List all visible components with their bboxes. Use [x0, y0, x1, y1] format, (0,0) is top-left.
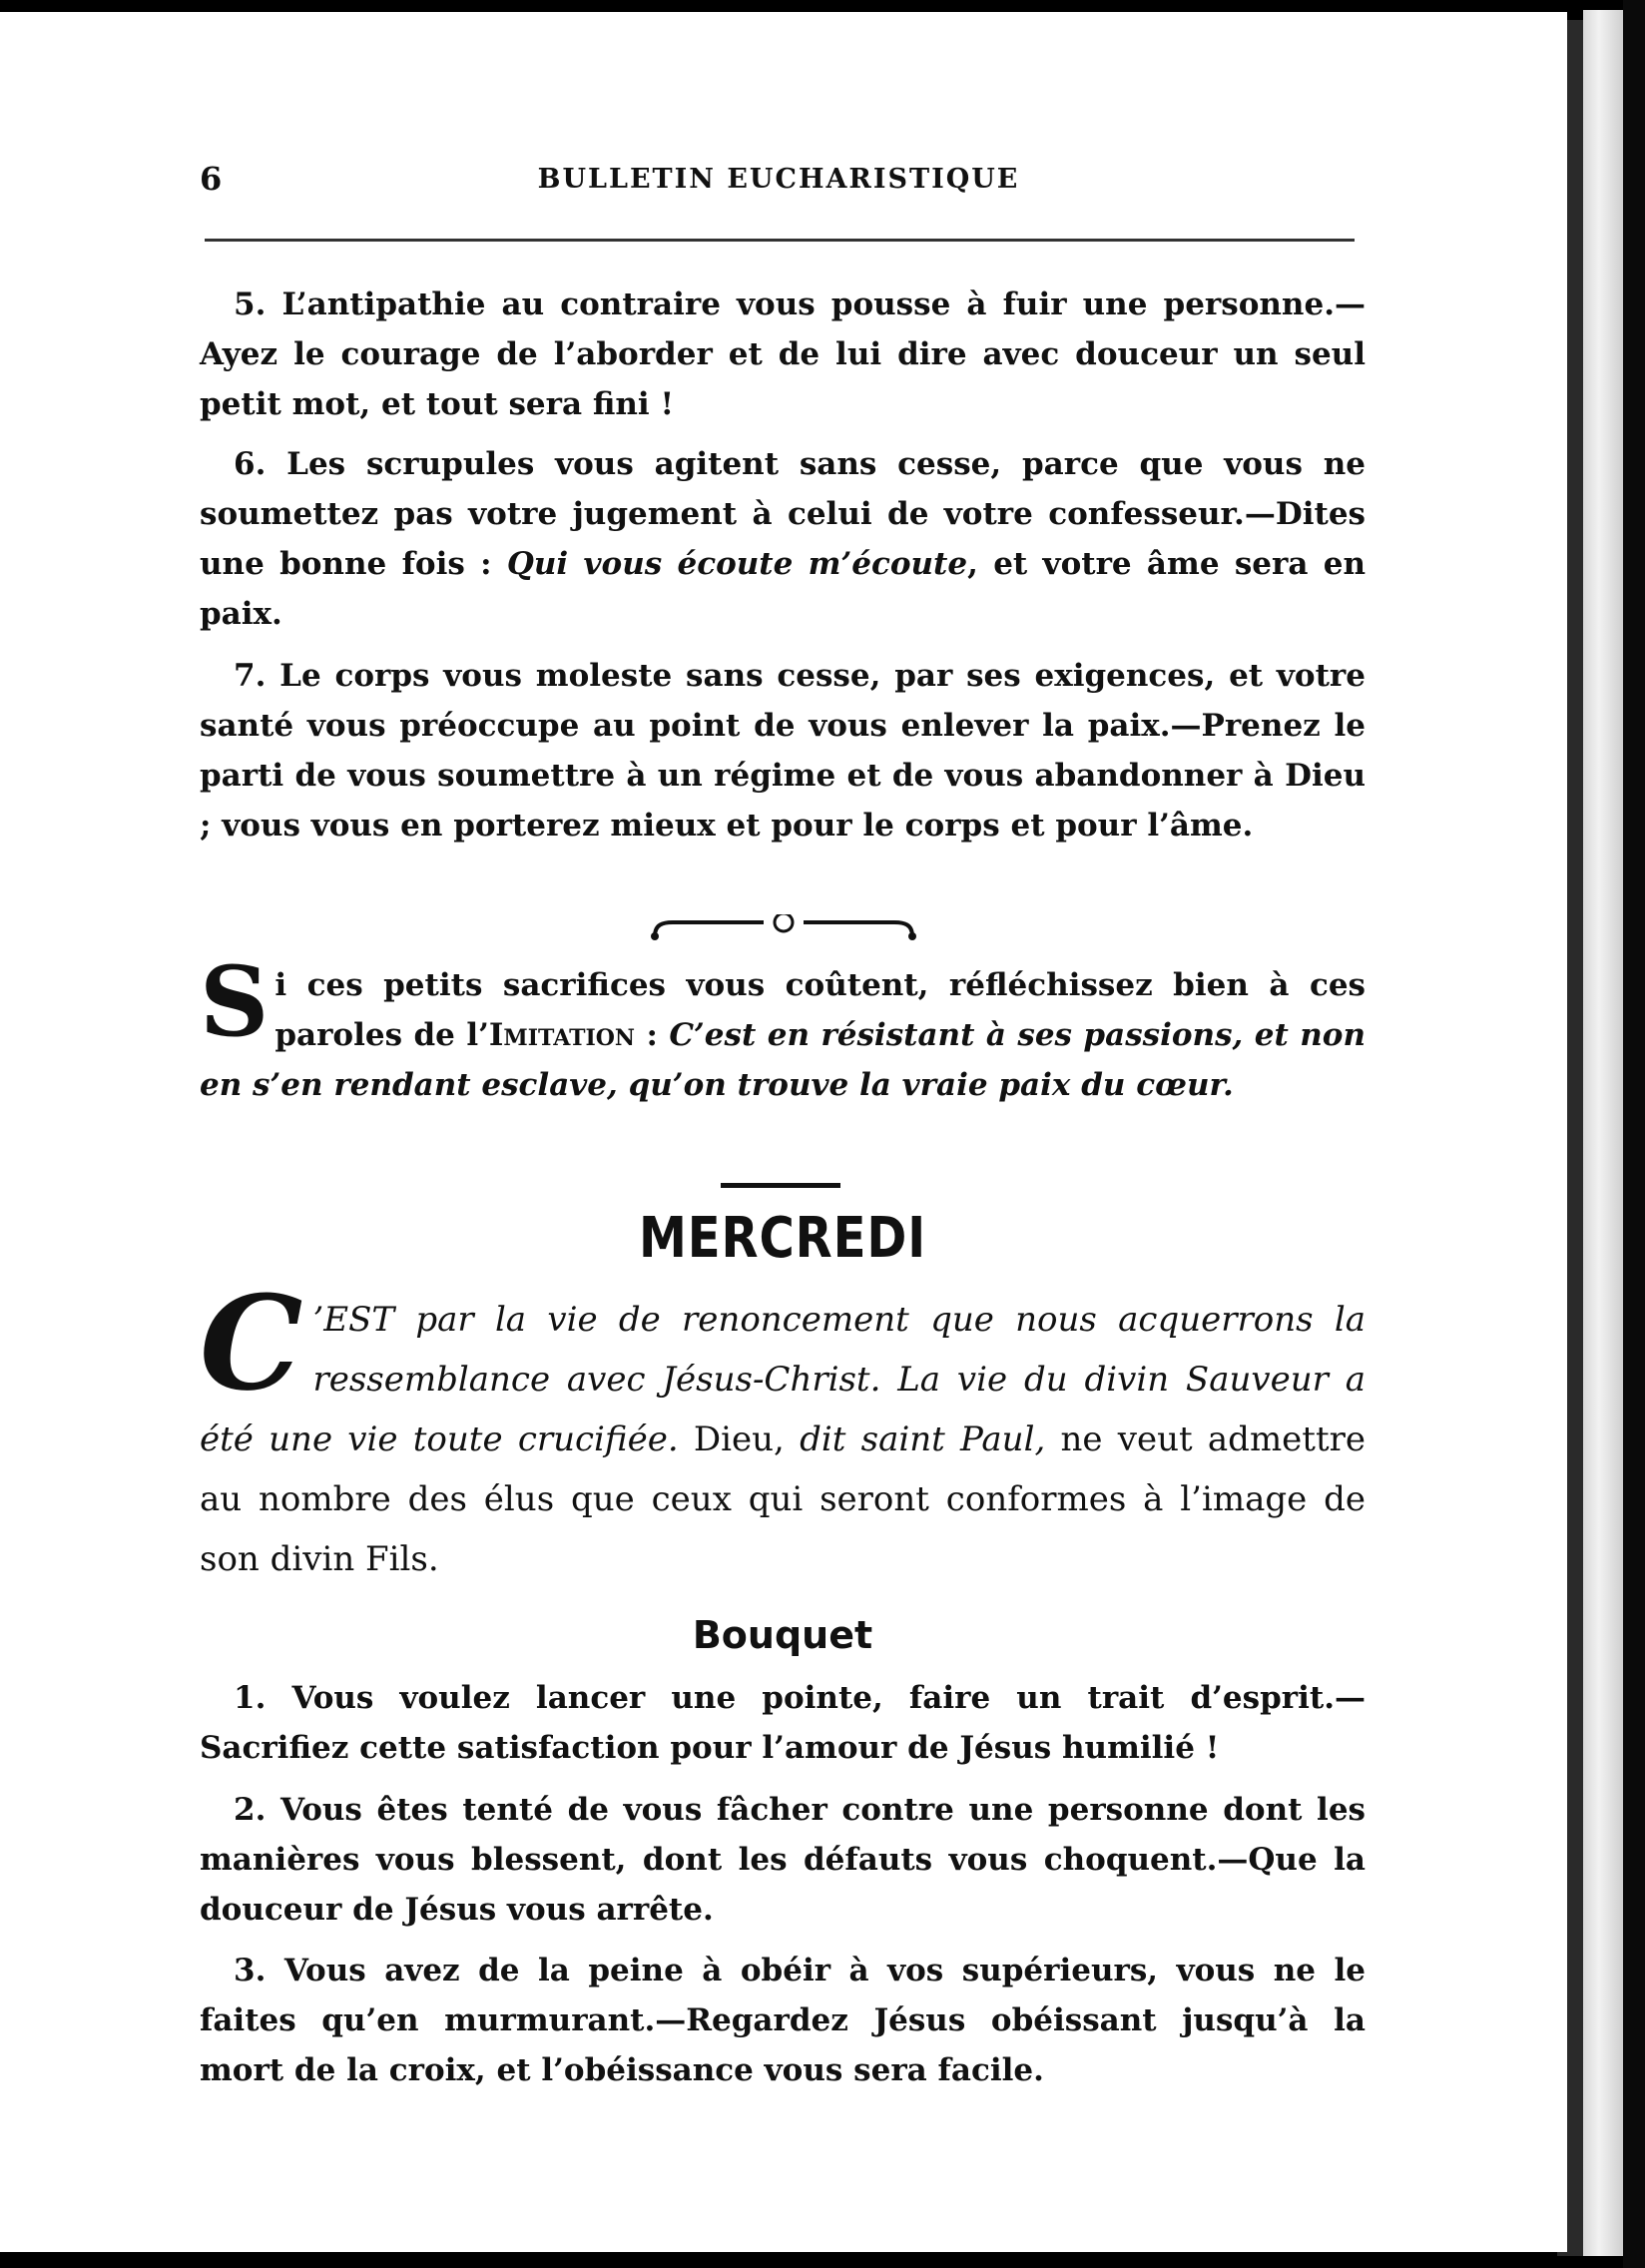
page-number: 6 [200, 160, 223, 198]
mercredi-intro [200, 1267, 1367, 1589]
imitation-colon: : [635, 1017, 670, 1053]
intro-italic-1: ’EST par la vie de renoncement que nous acquerrons la ressemblance avec Jésus-Christ. La vie du divin Sauveur a été une vie toute crucifiée. [200, 1300, 1366, 1459]
ornament-divider [649, 914, 918, 944]
paragraph-6-quote: Qui vous écoute m’écoute [506, 546, 968, 582]
bouquet-heading: Bouquet [692, 1613, 873, 1657]
imitation-dropcap: S [200, 945, 270, 1058]
bouquet-item-3: 3. Vous avez de la peine à obéir à vos supérieurs, vous ne le faites qu’en murmurant.—Regardez Jésus obéissant jusqu’à la mort de la croix, et l’obéissance vous sera facile. [200, 1953, 1366, 2088]
bouquet-item-2: 2. Vous êtes tenté de vous fâcher contre une personne dont les manières vous blessent, dont les défauts vous choquent.—Que la douceur de Jésus vous arrête. [200, 1792, 1366, 1928]
imitation-book-title: Imitation [488, 1017, 636, 1053]
imitation-paragraph [200, 945, 1366, 1110]
paragraph-6 [200, 439, 1366, 639]
scan-border-right [1623, 0, 1645, 2268]
imitation-lead: i ces petits sacrifices vous coûtent, réfléchissez bien à ces paroles de l’ [274, 967, 1366, 1053]
header-rule [205, 239, 1355, 242]
book-binding-edge [1583, 10, 1623, 2256]
running-title: BULLETIN EUCHARISTIQUE [537, 164, 1020, 195]
paragraph-5: 5. L’antipathie au contraire vous pousse à fuir une personne.—Ayez le courage de l’aborder et de lui dire avec douceur un seul petit mot, et tout sera fini ! [200, 286, 1366, 422]
book-page [0, 12, 1567, 2252]
intro-plain-1: Dieu, [678, 1419, 801, 1459]
paragraph-6-end: , et votre âme sera en paix. [200, 546, 1367, 632]
paragraph-7: 7. Le corps vous moleste sans cesse, par ses exigences, et votre santé vous préoccupe au point de vous enlever la paix.—Prenez le parti de vous soumettre à un régime et de vous abandonner à Dieu ; vous vous en porterez mieux et pour le corps et pour l’âme. [200, 658, 1366, 844]
intro-plain-2: ne veut admettre au nombre des élus que ceux qui seront conformes à l’image de son divin Fils. [200, 1419, 1367, 1579]
day-title: MERCREDI [638, 1206, 927, 1271]
bouquet-item-1: 1. Vous voulez lancer une pointe, faire un trait d’esprit.—Sacrifiez cette satisfaction pour l’amour de Jésus humilié ! [200, 1680, 1366, 1766]
section-rule [721, 1183, 840, 1188]
intro-dropcap: C [200, 1267, 303, 1419]
page-header [200, 160, 1358, 200]
imitation-quote: C’est en résistant à ses passions, et non en s’en rendant esclave, qu’on trouve la vraie paix du cœur. [200, 1017, 1366, 1103]
intro-italic-2: dit saint Paul, [800, 1419, 1046, 1459]
paragraph-6-text: 6. Les scrupules vous agitent sans cesse, parce que vous ne soumettez pas votre jugement à celui de votre confesseur.—Dites une bonne fois : [200, 446, 1366, 582]
